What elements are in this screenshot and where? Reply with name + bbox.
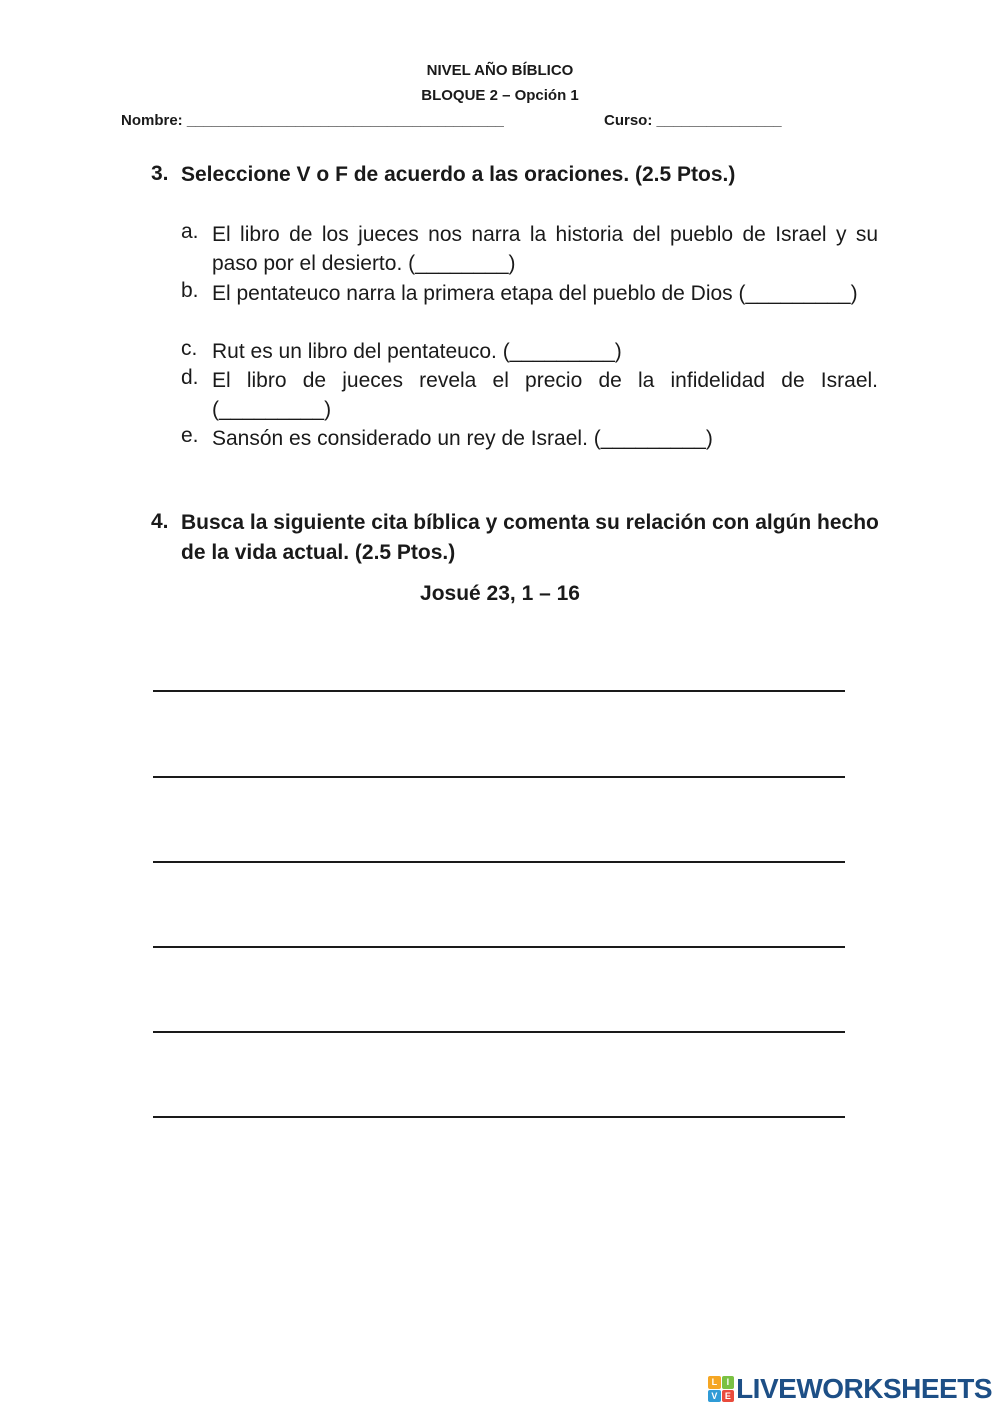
item-c-letter: c. [181, 337, 198, 360]
question-4-text: Busca la siguiente cita bíblica y comenta su relación con algún hecho de la vida actual. (2.5 Ptos.) [181, 511, 879, 564]
course-field[interactable]: Curso: _______________ [604, 112, 782, 129]
liveworksheets-logo [708, 1373, 992, 1405]
liveworksheets-logo-text: LIVEWORKSHEETS [736, 1373, 992, 1404]
item-a-text: El libro de los jueces nos narra la historia del pueblo de Israel y su paso por el desierto. (________) [212, 223, 878, 275]
item-e-text: Sansón es considerado un rey de Israel. (_________) [212, 427, 713, 450]
worksheet-title: NIVEL AÑO BÍBLICO [426, 62, 574, 79]
answer-line[interactable] [153, 690, 845, 692]
bible-citation: Josué 23, 1 – 16 [420, 582, 580, 605]
item-a-letter: a. [181, 220, 199, 243]
question-4-number: 4. [151, 510, 169, 533]
item-c-text: Rut es un libro del pentateuco. (_________) [212, 340, 622, 363]
worksheet-subtitle: BLOQUE 2 – Opción 1 [421, 87, 579, 104]
liveworksheets-logo-icon [708, 1376, 734, 1402]
answer-line[interactable] [153, 861, 845, 863]
logo-mark-cell: V [708, 1390, 721, 1403]
item-d-letter: d. [181, 366, 199, 389]
name-field[interactable]: Nombre: ______________________________________ [121, 112, 504, 129]
answer-line[interactable] [153, 1116, 845, 1118]
answer-line[interactable] [153, 1031, 845, 1033]
answer-line[interactable] [153, 776, 845, 778]
logo-mark-cell: I [722, 1376, 735, 1389]
logo-mark-cell: E [722, 1390, 735, 1403]
question-3-number: 3. [151, 162, 169, 185]
item-b-letter: b. [181, 279, 199, 302]
question-3-text: Seleccione V o F de acuerdo a las oraciones. (2.5 Ptos.) [181, 163, 736, 186]
answer-line[interactable] [153, 946, 845, 948]
item-d-text: El libro de jueces revela el precio de la infidelidad de Israel. (_________) [212, 369, 878, 421]
item-e-letter: e. [181, 424, 199, 447]
logo-mark-cell: L [708, 1376, 721, 1389]
item-b-text: El pentateuco narra la primera etapa del pueblo de Dios (_________) [212, 282, 858, 305]
